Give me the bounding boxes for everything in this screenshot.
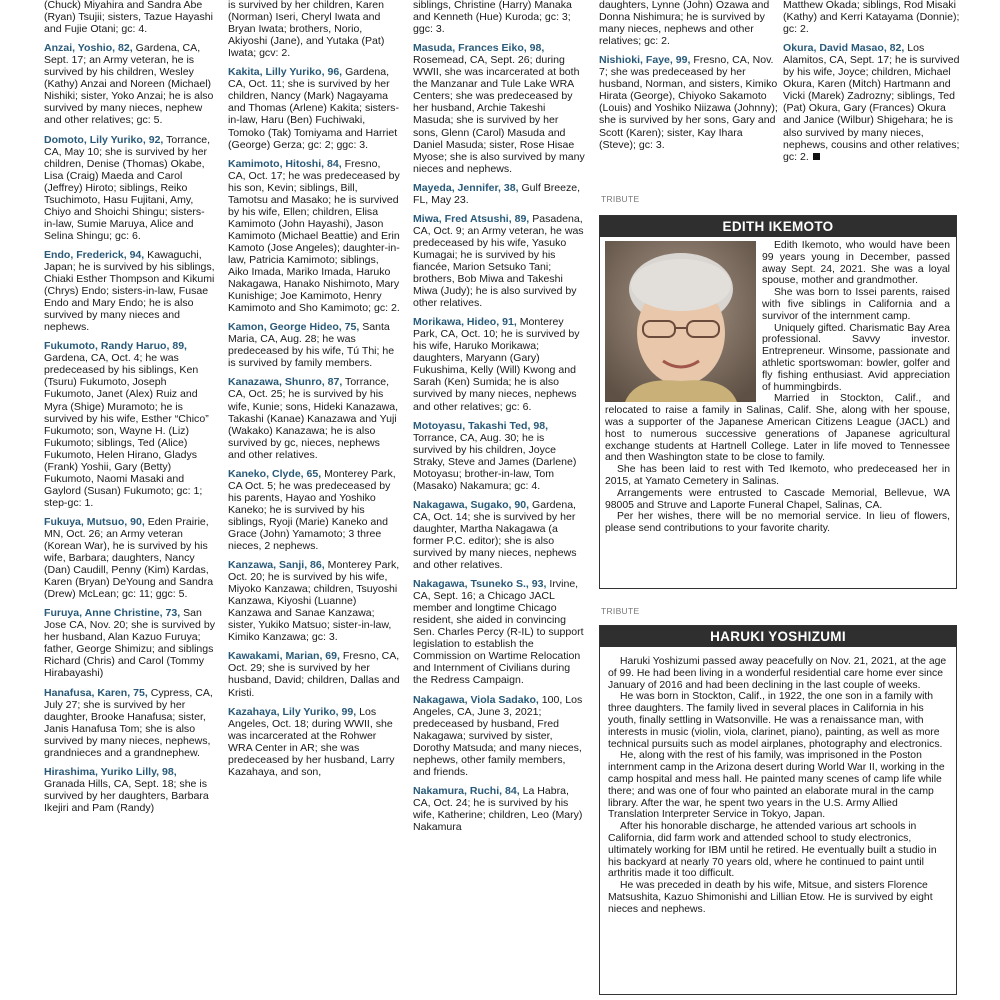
obituary-name: Nakagawa, Viola Sadako,: [413, 693, 539, 706]
tribute-label: TRIBUTE: [601, 194, 640, 204]
obituary-text: Gulf Breeze, FL, May 23.: [413, 181, 581, 206]
obituary-text: Gardena, CA, Oct. 11; she is survived by her children, Nancy (Mark) Nagayama and Thomas (Arlene) Kakita; sisters-in-law, Haru (Ben) Fuchiwaki, Tomoko (Tak) Tomiyama and Harriet (George) Gerza; gc: 2; ggc: 3.: [228, 66, 399, 151]
tribute-paragraph: He, along with the rest of his family, was imprisoned in the Poston internment camp in the Arizona desert during World War II, working in the camp hospital and mess hall. He painted many scenes of camp life while there; and was one of four who painted an elaborate mural in the camp library. After the war, he spent two years in the U.S. Army Allied Translation Interpreter Service in Tokyo, Japan.: [608, 750, 945, 821]
obituary-text: Fresno, CA, Oct. 29; she is survived by her husband, David; children, Dallas and Kristi.: [228, 650, 400, 699]
obituary-name: Kamimoto, Hitoshi, 84,: [228, 157, 342, 170]
obituary-name: Hanafusa, Karen, 75,: [44, 686, 148, 699]
obituary-entry: [44, 516, 216, 600]
obituary-name: Mayeda, Jennifer, 38,: [413, 181, 519, 194]
obituary-text: Monterey Park, Oct. 20; he is survived by his wife, Miyoko Kanzawa; children, Tsuyoshi Kanzawa, Kiyoshi (Luanne) Kanzawa and Sanae Kanzawa; sister, Yukiko Matsuo; sister-in-law, Kimiko Kanzawa; gc: 3.: [228, 559, 400, 644]
obituary-name: Hirashima, Yuriko Lilly, 98,: [44, 765, 177, 778]
tribute-paragraph: Per her wishes, there will be no memorial service. In lieu of flowers, please send contributions to your favorite charity.: [605, 511, 950, 535]
obituary-entry: [228, 0, 400, 59]
obituary-name: Kakita, Lilly Yuriko, 96,: [228, 66, 343, 79]
tribute-paragraph: He was born in Stockton, Calif., in 1922, the one son in a family with three daughters. The family lived in several places in California in his youth, finally settling in Watsonville. He was a renaissance man, with interests in music (violin, viola, clarinet, piano), painting, as well as more technical pursuits such as model airplanes, photography and electronics.: [608, 691, 943, 750]
tribute-paragraph: Married in Stockton, Calif., and relocated to raise a family in Salinas, Calif. She, along with her spouse, was a supporter of the Japanese American Citizens League (JACL) and host to numerous successive generations of Japanese agricultural exchange students at Hartnell College. Later in life moved to Tennessee and then Washington state to be close to family.: [605, 393, 950, 464]
obituary-name: Nakamura, Ruchi, 84,: [413, 784, 520, 797]
tribute-label-2: TRIBUTE: [601, 606, 640, 616]
obituary-entry: [228, 66, 400, 150]
obituary-entry: [228, 158, 400, 315]
obituary-text: Gardena, CA, Oct. 4; he was predeceased by his siblings, Ken (Tsuru) Fukumoto, Joseph Fukumoto, Janet (Alex) Ruiz and Myra (Shige) Muramoto; he is survived by his wife, Esther “Chico” Fukumoto; son, Wayne H. (Liz) Fukumoto; siblings, Ted (Alice) Fukumoto, Helen Hirano, Gladys (Frank) Yoshii, Gary (Betty) Fukumoto, Naomi Masaki and Gaylord (Susan) Fukumoto; gc: 1; step-gc: 1.: [44, 352, 209, 509]
tribute-paragraph: He was preceded in death by his wife, Mitsue, and sisters Florence Matsushita, Kazuo Shimonishi and Lillian Etow. He is survived by eight nieces and nephews.: [608, 880, 933, 915]
obituary-text: Torrance, CA, Oct. 25; he is survived by his wife, Kunie; sons, Hideki Kanazawa, Takashi (Kanae) Kanazawa and Yuji (Wakako) Kanazawa; he is also survived by gc, nieces, nephews and other relatives.: [228, 376, 399, 461]
obituary-name: Kawakami, Marian, 69,: [228, 650, 340, 663]
tribute-body-2: [608, 656, 948, 916]
obituary-column-4: [599, 0, 779, 192]
obituary-entry: [228, 468, 400, 552]
obituary-entry: [413, 499, 585, 571]
obituary-entry: [44, 42, 216, 126]
obituary-text: Los Alamitos, CA, Sept. 17; he is survived by his wife, Joyce; children, Michael Okura, Karen (Mitch) Hartmann and Vicki (Marek) Zadrozny; siblings, Ted (Pat) Okura, Gary (Frances) Okura and Janice (Wilbur) Shigehara; he is also survived by many nieces, nephews, cousins and other relatives; gc: 2.: [783, 42, 960, 163]
obituary-name: Fukumoto, Randy Haruo, 89,: [44, 340, 187, 353]
obituary-text: La Habra, CA, Oct. 24; he is survived by his wife, Katherine; children, Leo (Mary) Nakamura: [413, 784, 583, 833]
obituary-name: Kamon, George Hideo, 75,: [228, 321, 360, 334]
tribute-paragraph: Haruki Yoshizumi passed away peacefully on Nov. 21, 2021, at the age of 99. He had been living in a wonderful residential care home ever since January of 2016 and had been declining in the last couple of weeks.: [608, 656, 947, 691]
obituary-name: Kaneko, Clyde, 65,: [228, 467, 322, 480]
obituary-entry: [413, 578, 585, 686]
obituary-text: Torrance, CA, Aug. 30; he is survived by his children, Joyce Straky, Steve and James (Darlene) Motoyasu; brother-in-law, Tom (Masako) Nakamura; gc: 4.: [413, 431, 577, 492]
obituary-text: Eden Prairie, MN, Oct. 26; an Army veteran (Korean War), he is survived by his wife, Barbara; daughters, Nancy (Dan) Caudill, Penny (Kim) Kardas, Karen (Bryan) DeYoung and Sandra (Drew) McLean; gc: 11; ggc: 5.: [44, 515, 214, 601]
obituary-column-1: [44, 0, 216, 1000]
tribute-box-haruki-yoshizumi: [599, 625, 957, 995]
obituary-text: Fresno, CA, Oct. 17; he was predeceased by his son, Kevin; siblings, Bill, Tamotsu and Masako; he is survived by his wife, Ellen; children, Elisa Kamimoto (John Hayashi), Jason Kamimoto (Michael Beattie) and Erin Kamoto (Jose Angeles); daughter-in-law, Patricia Kamimoto; siblings, Aiko Imada, Mariko Imada, Haruko Nakagawa, Hanako Nishimoto, Mary Kunishige; Joe Kamimoto, Henry Kamimoto and Sho Kamimoto; gc: 2.: [228, 157, 400, 315]
tribute-paragraph: Uniquely gifted. Charismatic Bay Area professional. Savvy investor. Entrepreneur. Winsome, passionate and athletic sportswoman: bowler, golfer and fly fishing enthusiast. Avid appreciation of hummingbirds.: [762, 322, 950, 393]
obituary-text: Monterey Park, CA, Oct. 10; he is survived by his wife, Haruko Morikawa; daughters, Maryann (Gary) Fukushima, Kelly (Will) Kwong and Sarah (Ken) Sumida; he is also survived by many nieces, nephews and other relatives; gc: 6.: [413, 316, 580, 413]
tribute-title: EDITH IKEMOTO: [600, 216, 956, 237]
obituary-name: Furuya, Anne Christine, 73,: [44, 607, 181, 620]
obituary-entry: [783, 0, 961, 35]
obituary-entry: [44, 340, 216, 509]
tribute-paragraph: After his honorable discharge, he attended various art schools in California, did farm work and attended school to study electronics, ultimately working for IBM until he retired. He eventually built a studio in his backyard at nearly 70 years old, where he continued to paint until arthritis made it too difficult.: [608, 821, 937, 880]
obituary-text: Rosemead, CA, Sept. 26; during WWII, she was incarcerated at both the Manzanar and Tule Lake WRA Centers; she was predeceased by her husband, Archie Takeshi Masuda; she is survived by her sons, Glenn (Carol) Masuda and Daniel Masuda; sister, Rose Hisae Myose; she is also survived by many nieces and nephews.: [413, 54, 585, 175]
obituary-entry: [228, 706, 400, 778]
obituary-text: Granada Hills, CA, Sept. 18; she is survived by her daughters, Barbara Ikejiri and Pam (Randy): [44, 777, 209, 814]
obituary-text: Pasadena, CA, Oct. 9; an Army veteran, he was predeceased by his wife, Yasuko Kumagai; he is survived by his fiancée, Marion Setsuko Tani; brothers, Bob Miwa and Takeshi Miwa (Judy); he is also survived by other relatives.: [413, 212, 584, 310]
obituary-entry: [413, 42, 585, 175]
obituary-text: Fresno, CA, Nov. 7; she was predeceased by her husband, Norman, and sisters, Kimiko Hirata (George), Chiyoko Sakamoto (Louis) and Yoshiko Niizawa (Johnny); she is survived by her sons, Gary and Scott (Karen); sister, Kay Ihara (Steve); gc: 3.: [599, 54, 778, 151]
obituary-text: daughters, Lynne (John) Ozawa and Donna Nishimura; he is survived by many nieces, nephews and other relatives; gc: 2.: [599, 0, 770, 48]
obituary-entry: [599, 0, 779, 47]
obituary-text: is survived by her children, Karen (Norman) Iseri, Cheryl Iwata and Bryan Iwata; brothers, Norio, Akiyoshi (Jane), and Yutaka (Pat) Iwata; gcv: 2.: [228, 0, 385, 60]
tribute-paragraph: Arrangements were entrusted to Cascade Memorial, Bellevue, WA 98005 and Struve and Laporte Funeral Chapel, Salinas, CA.: [605, 487, 950, 511]
obituary-entry: [599, 54, 779, 150]
obituary-name: Endo, Frederick, 94,: [44, 248, 145, 261]
obituary-name: Nakagawa, Sugako, 90,: [413, 498, 530, 511]
obituary-entry: [228, 321, 400, 369]
end-mark: [813, 153, 820, 160]
obituary-entry: [44, 766, 216, 814]
obituary-entry: [413, 785, 585, 833]
obituary-text: Kawaguchi, Japan; he is survived by his siblings, Chiaki Esther Thompson and Kikumi (Chrys) Endo; sisters-in-law, Fusae Endo and Mary Endo; he is also survived by many nieces and nephews.: [44, 248, 215, 334]
obituary-entry: [44, 687, 216, 759]
obituary-entry: [228, 376, 400, 460]
obituary-entry: [413, 316, 585, 412]
obituary-text: Gardena, CA, Oct. 14; she is survived by her daughter, Martha Nakagawa (a former P.C. editor); she is also survived by many nieces, nephews and other relatives.: [413, 498, 577, 572]
obituary-name: Nishioki, Faye, 99,: [599, 54, 691, 67]
obituary-text: Gardena, CA, Sept. 17; an Army veteran, he is survived by his children, Wesley (Kathy) Anzai and Noreen (Michael) Nishiki; sister, Yoko Anzai; he is also survived by many nieces, nephew and other relatives; gc: 5.: [44, 42, 214, 127]
obituary-name: Nakagawa, Tsuneko S., 93,: [413, 578, 547, 591]
obituary-entry: [44, 134, 216, 242]
obituary-name: Okura, David Masao, 82,: [783, 42, 905, 55]
obituary-column-5: [783, 0, 961, 192]
obituary-entry: [413, 694, 585, 778]
obituary-name: Miwa, Fred Atsushi, 89,: [413, 212, 530, 225]
obituary-text: siblings, Christine (Harry) Manaka and Kenneth (Hue) Kuroda; gc: 3; ggc: 3.: [413, 0, 572, 36]
obituary-column-2: [228, 0, 400, 1000]
obituary-text: Santa Maria, CA, Aug. 28; he was predeceased by his wife, Tú Thi; he is survived by family members.: [228, 321, 395, 370]
obituary-text: Cypress, CA, July 27; she is survived by her daughter, Brooke Hanafusa; sister, Janis Hanafusa Tom; she is also survived by many nieces, nephews, grandnieces and a grandnephew.: [44, 686, 213, 759]
obituary-name: Morikawa, Hideo, 91,: [413, 316, 517, 329]
obituary-name: Masuda, Frances Eiko, 98,: [413, 42, 545, 55]
obituary-text: Torrance, CA, May 10; she is survived by her children, Denise (Thomas) Okabe, Lisa (Craig) Maeda and Carol (Jeffrey) Hiroto; siblings, Reiko Tsuchimoto, Hasu Fujitani, Amy, Chiyo and Shoichi Shingu; sisters-in-law, Sumie Maruya, Alice and Selina Shingu; gc: 6.: [44, 133, 211, 242]
obituary-text: San Jose CA, Nov. 20; she is survived by her husband, Alan Kazuo Furuya; father, George Shimizu; and siblings Richard (Chris) and Carol (Tommy Hirabayashi): [44, 607, 215, 680]
obituary-entry: [413, 420, 585, 492]
obituary-entry: [413, 182, 585, 206]
tribute-title-2: HARUKI YOSHIZUMI: [600, 626, 956, 647]
tribute-paragraph: She has been laid to rest with Ted Ikemoto, who predeceased her in 2015, at Yamato Cemetery in Salinas.: [605, 464, 950, 487]
obituary-text: (Chuck) Miyahira and Sandra Abe (Ryan) Tsujii; sisters, Tazue Hayashi and Fujie Otani; gc: 4.: [44, 0, 214, 36]
obituary-entry: [228, 559, 400, 643]
obituary-name: Anzai, Yoshio, 82,: [44, 42, 133, 55]
obituary-entry: [44, 0, 216, 35]
obituary-name: Kanzawa, Sanji, 86,: [228, 559, 325, 572]
obituary-entry: [44, 607, 216, 679]
obituary-text: Irvine, CA, Sept. 16; a Chicago JACL member and longtime Chicago resident, she aided in convincing Sen. Charles Percy (R-IL) to support legislation to establish the Commission on Wartime Relocation and Internment of Civilians during the Redress Campaign.: [413, 578, 584, 687]
obituary-text: 100, Los Angeles, CA, June 3, 2021; predeceased by husband, Fred Nakagawa; survived by sister, Dorothy Matsuda; and many nieces, nephews, other family members, and friends.: [413, 693, 583, 778]
obituary-column-3: [413, 0, 585, 1000]
tribute-box-edith-ikemoto: [599, 215, 957, 589]
portrait-image: [605, 241, 756, 402]
obituary-name: Kanazawa, Shunro, 87,: [228, 376, 343, 389]
portrait-photo: [605, 241, 756, 402]
obituary-name: Domoto, Lily Yuriko, 92,: [44, 133, 164, 146]
obituary-entry: [783, 42, 961, 162]
obituary-entry: [413, 0, 585, 35]
obituary-text: Matthew Okada; siblings, Rod Misaki (Kathy) and Kerri Katayama (Donnie); gc: 2.: [783, 0, 960, 36]
tribute-paragraph: Edith Ikemoto, who would have been 99 years young in December, passed away Sept. 24, 2021. She was a loyal spouse, mother and grandmother.: [762, 240, 950, 287]
tribute-paragraph: She was born to Issei parents, raised with five siblings in California and a survivor of the internment camp.: [762, 287, 950, 322]
obituary-name: Motoyasu, Takashi Ted, 98,: [413, 419, 548, 432]
obituary-text: Monterey Park, CA Oct. 5; he was predeceased by his parents, Hayao and Yoshiko Kaneko; he is survived by his siblings, Ryoji (Marie) Kaneko and Grace (John) Yamamoto; 3 three nieces, 2 nephews.: [228, 467, 396, 553]
obituary-entry: [228, 650, 400, 698]
obituary-name: Fukuya, Mutsuo, 90,: [44, 515, 145, 528]
obituary-text: Los Angeles, Oct. 18; during WWII, she was incarcerated at the Rohwer WRA Center in AR; she was predeceased by her husband, Larry Kazahaya, and son,: [228, 705, 395, 778]
obituary-name: Kazahaya, Lily Yuriko, 99,: [228, 705, 357, 718]
obituary-entry: [413, 213, 585, 309]
obituary-entry: [44, 249, 216, 333]
